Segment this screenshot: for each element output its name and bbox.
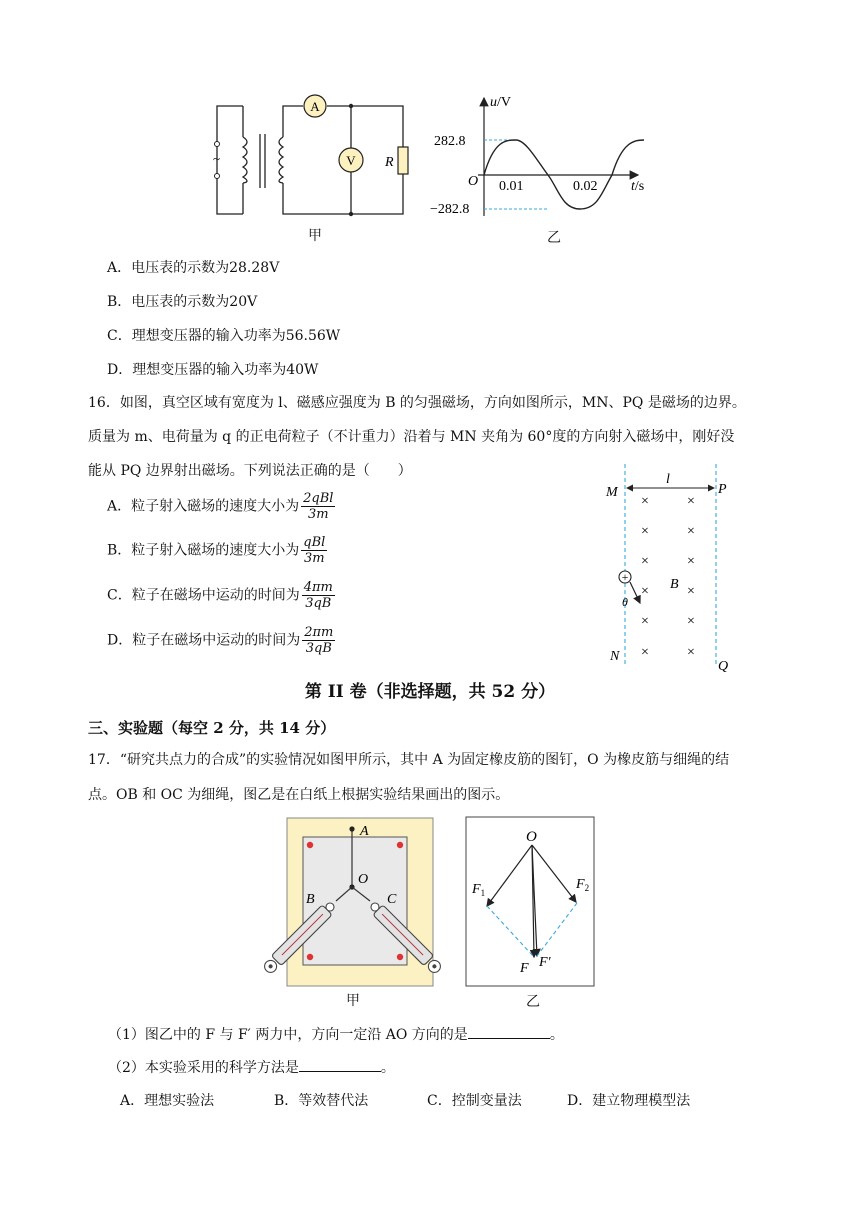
label-Q: Q (718, 659, 729, 674)
origin-label: O (468, 174, 479, 189)
answer-blank-1[interactable] (468, 1026, 550, 1039)
q16-option-b[interactable]: B．粒子射入磁场的速度大小为 $\frac{\text{qBl}}{3m}$ (107, 535, 326, 566)
force-experiment-apparatus-figure (260, 815, 460, 990)
resistor-label: R (385, 155, 394, 170)
q17-choice-a[interactable]: A．理想实验法 (120, 1093, 215, 1109)
q17-stem-line2: 点。OB 和 OC 为细绳，图乙是在白纸上根据实验结果画出的图示。 (88, 787, 510, 803)
label-N: N (610, 649, 620, 664)
q15-option-d[interactable]: D．理想变压器的输入功率为40W (107, 362, 319, 378)
q16-option-a[interactable]: A．粒子射入磁场的速度大小为 $\frac{\text{2qBl}}{3m}$ (107, 491, 334, 522)
label-O: O (358, 872, 369, 887)
ac-source-symbol: ~ (213, 151, 221, 166)
field-cross-mark: × (687, 614, 695, 629)
label-F-prime: F′ (539, 955, 551, 970)
q17-choice-d[interactable]: D．建立物理模型法 (567, 1093, 691, 1109)
q15-option-c[interactable]: C．理想变压器的输入功率为56.56W (107, 328, 341, 344)
q17-subquestion-2: （2）本实验采用的科学方法是 。 (108, 1060, 395, 1076)
y-max-label: 282.8 (434, 134, 466, 149)
y-axis-label: u/V (490, 95, 511, 110)
figure-caption-yi-2: 乙 (526, 994, 540, 1010)
field-cross-mark: × (641, 584, 649, 599)
label-F2: $F_2$ (576, 877, 590, 893)
magnetic-field-figure (600, 460, 750, 675)
t2-label: 0.02 (573, 179, 598, 194)
q17-choice-b[interactable]: B．等效替代法 (274, 1093, 369, 1109)
width-label-l: l (666, 472, 670, 487)
field-cross-mark: × (687, 645, 695, 660)
y-min-label: −282.8 (430, 202, 470, 217)
figure-caption-jia: 甲 (308, 228, 322, 244)
voltmeter-label: V (346, 153, 356, 168)
field-cross-mark: × (641, 614, 649, 629)
q15-option-a[interactable]: A．电压表的示数为28.28V (107, 260, 280, 276)
resistor-icon (398, 147, 408, 174)
q17-stem-line1: 17．“研究共点力的合成”的实验情况如图甲所示，其中 A 为固定橡皮筋的图钉，O 为橡皮筋与细绳的结 (88, 752, 730, 768)
label-O-2: O (526, 829, 537, 845)
label-F: F (520, 961, 529, 976)
field-cross-mark: × (687, 494, 695, 509)
t1-label: 0.01 (499, 179, 524, 194)
label-P: P (718, 482, 727, 497)
q16-stem-line3: 能从 PQ 边界射出磁场。下列说法正确的是（ ） (88, 463, 412, 479)
q16-stem-line2: 质量为 m、电荷量为 q 的正电荷粒子（不计重力）沿着与 MN 夹角为 60°度的方向射入磁场中，刚好没 (88, 429, 735, 445)
q17-subquestion-1: （1）图乙中的 F 与 F′ 两力中，方向一定沿 AO 方向的是 。 (108, 1027, 564, 1043)
terminal-dot (215, 142, 220, 147)
ammeter-label: A (310, 99, 320, 114)
velocity-arrow (630, 582, 640, 603)
q16-option-c[interactable]: C．粒子在磁场中运动的时间为 $\frac{4\pi m}{3qB}$ (107, 580, 333, 611)
label-B: B (306, 892, 315, 907)
section2-title: 第 II 卷（非选择题，共 52 分） (304, 682, 556, 702)
figure-caption-yi: 乙 (547, 230, 561, 246)
section3-title: 三、实验题（每空 2 分，共 14 分） (88, 719, 336, 737)
field-cross-mark: × (641, 524, 649, 539)
svg-text:+: + (621, 570, 629, 584)
x-axis-label: t/s (631, 179, 645, 194)
theta-label: θ (622, 595, 628, 609)
q17-choice-c[interactable]: C．控制变量法 (427, 1093, 522, 1109)
q15-option-b[interactable]: B．电压表的示数为20V (107, 294, 258, 310)
field-cross-mark: × (687, 554, 695, 569)
label-B: B (670, 577, 679, 592)
label-M: M (606, 485, 618, 500)
field-cross-mark: × (687, 524, 695, 539)
label-C: C (387, 892, 397, 907)
q16-stem-line1: 16．如图，真空区域有宽度为 l、磁感应强度为 B 的匀强磁场，方向如图所示，MN、PQ 是磁场的边界。 (88, 395, 746, 411)
field-cross-mark: × (641, 645, 649, 660)
q16-option-d[interactable]: D．粒子在磁场中运动的时间为 $\frac{2\pi m}{3qB}$ (107, 625, 334, 656)
field-cross-mark: × (641, 494, 649, 509)
pin-A (349, 826, 354, 831)
field-cross-mark: × (687, 584, 695, 599)
terminal-dot (215, 174, 220, 179)
force-diagram-figure (464, 815, 598, 990)
transformer-circuit-figure (205, 92, 420, 242)
field-cross-mark: × (641, 554, 649, 569)
answer-blank-2[interactable] (299, 1059, 381, 1072)
label-A: A (360, 824, 369, 839)
label-F1: $F_1$ (472, 882, 486, 898)
figure-caption-jia-2: 甲 (346, 993, 360, 1009)
voltage-waveform-figure (428, 92, 658, 222)
